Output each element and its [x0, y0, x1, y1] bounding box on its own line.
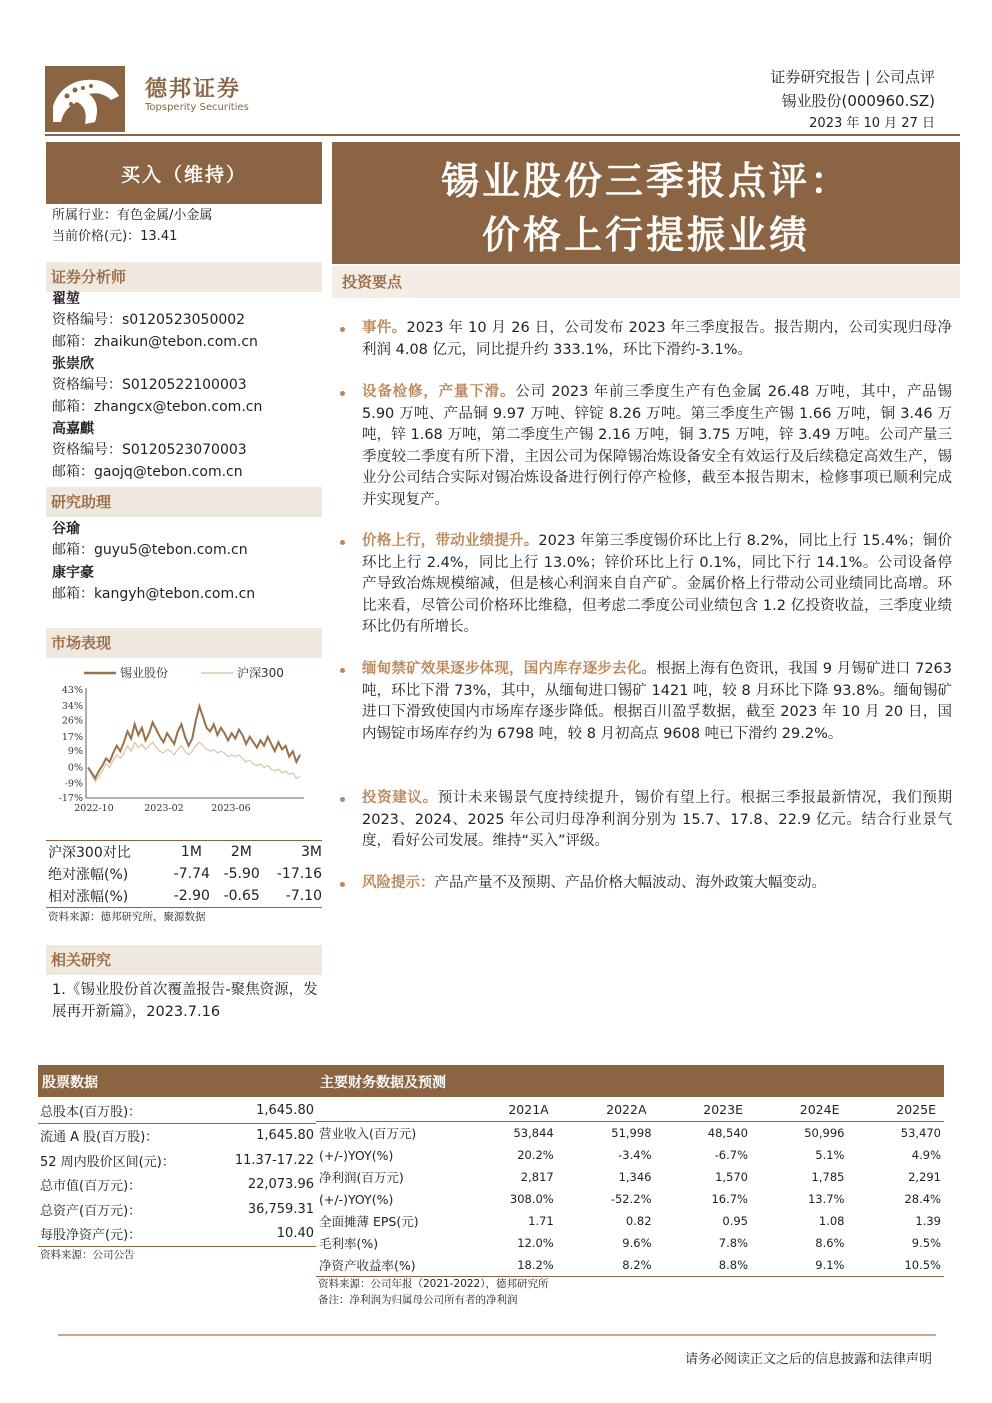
analyst-cert: 资格编号：S0120522100003: [52, 377, 247, 393]
bullet-icon: [340, 882, 345, 887]
x-tick-label: 2023-06: [211, 803, 251, 814]
stock-value: 1,645.80: [256, 1128, 314, 1144]
table-row: [38, 1173, 316, 1198]
analyst-name: 高嘉麒: [52, 421, 94, 437]
logo-name-cn: 德邦证券: [145, 77, 242, 102]
fin-label: 净利润(百万元): [319, 1170, 404, 1185]
fin-cell: 53,844: [513, 1126, 554, 1140]
fin-cell: 308.0%: [509, 1192, 554, 1206]
bullet-icon: [340, 327, 345, 332]
perf-cell: -17.16: [276, 866, 322, 882]
stock-value: 36,759.31: [247, 1201, 314, 1217]
key-point-text: 公司 2023 年前三季度生产有色金属 26.48 万吨，其中，产品锡 5.90 万吨、产品铜 9.97 万吨、锌锭 8.26 万吨。第三季度生产锡 1.66 万吨，铜 3.46 万吨，锌 1.68 万吨，第二季度生产锡 2.16 万吨，铜 3.75 万吨，锌 3.49 万吨。公司产量三季度较二季度有所下滑，主因公司为保障锡冶炼设备安全有效运行及后续稳定高效生产，锡业分公司结合实际对锡冶炼设备进行例行停产检修，截至本报告期末，检修事项已顺利完成并实现复产。: [362, 384, 952, 508]
fin-col-header: 2024E: [799, 1101, 840, 1117]
key-point-title: 价格上行，带动业绩提升。: [362, 533, 539, 549]
table-row: [316, 1232, 944, 1254]
fin-label: (+/-)YOY(%): [319, 1147, 394, 1163]
perf-cell: 绝对涨幅(%): [48, 867, 129, 883]
perf-table-bottom-line: [46, 907, 322, 908]
y-tick-label: 0%: [67, 762, 83, 774]
key-point-text: 2023 年第三季度锡价环比上行 8.2%，同比上行 15.4%；铜价环比上行 2.4%，同比上行 13.0%；锌价环比上行 0.1%，同比下行 14.1%。公司设备停产导致冶炼规模缩减，但是核心利润来自自产矿。金属价格上行带动公司业绩同比高增。环比来看，尽管公司价格环比维稳，但考虑二季度公司业绩包含 1.2 亿投资收益，三季度业绩环比仍有所增长。: [362, 533, 952, 636]
perf-cell: -7.74: [173, 866, 210, 882]
fin-cell: 13.7%: [807, 1192, 845, 1206]
fin-cell: 1,346: [618, 1170, 652, 1184]
market-header: 市场表现: [46, 628, 322, 658]
y-tick-label: -9%: [64, 778, 83, 790]
fin-cell: 28.4%: [904, 1192, 941, 1206]
logo-name-en: Topsperity Securities: [145, 102, 249, 113]
stock-data-header: 股票数据: [42, 1075, 98, 1091]
fin-label: 营业收入(百万元): [319, 1126, 417, 1141]
fin-cell: 2,817: [520, 1170, 554, 1184]
bullet-icon: [340, 797, 345, 802]
stock-value: 10.40: [276, 1226, 314, 1242]
key-point-title: 投资建议。: [362, 790, 438, 806]
legend-label: 沪深300: [237, 666, 284, 680]
analyst-email[interactable]: 邮箱：gaojq@tebon.com.cn: [52, 463, 243, 480]
market-chart: [46, 660, 322, 820]
fin-cell: 16.7%: [711, 1192, 748, 1206]
fin-label: 全面摊薄 EPS(元): [319, 1214, 419, 1229]
perf-source: 资料来源：德邦研究所，聚源数据: [48, 911, 206, 923]
fin-header-row: [316, 1097, 944, 1122]
assistants-header: 研究助理: [46, 487, 322, 517]
y-tick-label: 17%: [61, 731, 83, 743]
assistant-name: 康宇豪: [52, 564, 94, 581]
stock-value: 1,645.80: [256, 1102, 314, 1118]
bullet-icon: [340, 391, 345, 396]
industry: 所属行业：有色金属/小金属: [52, 208, 213, 223]
fin-label: 毛利率(%): [319, 1236, 379, 1251]
leopard-logo-icon: [45, 66, 125, 132]
related-header: 相关研究: [46, 945, 322, 975]
rating-label: 买入（维持）: [120, 164, 247, 186]
stock-label: 流通 A 股(百万股)：: [40, 1130, 159, 1146]
analyst-name: 翟堃: [52, 291, 80, 307]
fin-col-header: 2023E: [703, 1101, 743, 1117]
fin-cell: 8.6%: [815, 1236, 845, 1250]
fin-cell: 0.95: [722, 1214, 748, 1228]
table-row: [38, 1148, 316, 1173]
fin-cell: 8.8%: [718, 1258, 748, 1272]
fin-cell: 12.0%: [517, 1236, 554, 1250]
fin-label: (+/-)YOY(%): [319, 1191, 394, 1207]
fin-cell: 1.39: [915, 1214, 941, 1228]
perf-cell: -0.65: [223, 888, 260, 904]
legend-label: 锡业股份: [120, 666, 169, 680]
report-date: 2023 年 10 月 27 日: [809, 116, 935, 131]
fin-cell: 20.2%: [517, 1148, 554, 1162]
x-tick-label: 2022-10: [74, 803, 114, 814]
stock-label: 每股净资产(元)：: [40, 1228, 142, 1244]
fin-data-header: 主要财务数据及预测: [320, 1075, 446, 1091]
stock-label: 总股本(百万股)：: [40, 1104, 142, 1120]
series-line-stock: [88, 706, 300, 778]
y-tick-label: 9%: [67, 746, 83, 758]
fin-col-header: 2021A: [508, 1101, 549, 1117]
stock-label: 总资产(百万元)：: [40, 1203, 142, 1219]
fin-col-header: [316, 1097, 458, 1122]
fin-label: 净资产收益率(%): [319, 1258, 416, 1273]
fin-cell: 9.5%: [911, 1236, 941, 1250]
fin-cell: 8.2%: [622, 1258, 652, 1272]
key-point: [362, 788, 952, 853]
fin-data-note: 备注：净利润为归属母公司所有者的净利润: [318, 1294, 518, 1306]
analyst-cert: 资格编号：S0120523070003: [52, 442, 247, 458]
key-point-text: 根据上海有色资讯，我国 9 月锡矿进口 7263 吨，环比下滑 73%，其中，从缅甸进口锡矿 1421 吨，较 8 月环比下降 93.8%。缅甸锡矿进口下滑致使国内市场库存逐步降低。根据百川盈孚数据，截至 2023 年 10 月 20 日，国内锡锭市场库存约为 6798 吨，较 8 月初高点 9608 吨已下滑约 29.2%。: [362, 661, 952, 742]
fin-cell: 9.6%: [622, 1236, 652, 1250]
table-row: [316, 1188, 944, 1210]
analyst-email[interactable]: 邮箱：zhaikun@tebon.com.cn: [52, 333, 258, 350]
key-point-title: 风险提示：: [362, 875, 435, 891]
stock-label: 52 周内股价区间(元)：: [40, 1154, 175, 1170]
table-row: [38, 1123, 316, 1148]
table-row: [316, 1122, 944, 1145]
series-line-index: [88, 742, 300, 782]
fin-cell: 1.71: [528, 1214, 554, 1228]
perf-header-cell: 3M: [301, 844, 322, 860]
analysts-header: 证券分析师: [46, 262, 322, 292]
fin-cell: 4.9%: [911, 1148, 941, 1162]
table-row: [48, 885, 322, 907]
key-points-header: 投资要点: [332, 266, 960, 298]
report-title-line2: 价格上行提振业绩: [481, 212, 810, 257]
perf-cell: 相对涨幅(%): [48, 889, 129, 905]
perf-header-row: [48, 841, 322, 863]
analyst-email[interactable]: 邮箱：zhangcx@tebon.com.cn: [52, 398, 263, 415]
key-point: [362, 873, 952, 895]
fin-data-table: [316, 1097, 944, 1277]
header-divider: [45, 134, 960, 136]
perf-cell: -2.90: [173, 888, 210, 904]
bullet-icon: [340, 540, 345, 545]
key-point-title: 事件。: [362, 320, 407, 336]
table-row: [316, 1254, 944, 1277]
table-row: [316, 1144, 944, 1166]
stock-label: 总市值(百万元)：: [40, 1179, 142, 1195]
table-row: [38, 1197, 316, 1222]
perf-header-cell: 1M: [180, 844, 202, 860]
key-point-text: 产品产量不及预期、产品价格大幅波动、海外政策大幅变动。: [434, 875, 826, 891]
key-point-text: 预计未来锡景气度持续提升，锡价有望上行。根据三季报最新情况，我们预期 2023、2024、2025 年公司归母净利润分别为 15.7、17.8、22.9 亿元。结合行业景气度，看好公司发展。维持“买入”评级。: [362, 790, 953, 850]
y-tick-label: 34%: [61, 701, 83, 713]
perf-cell: -5.90: [223, 866, 260, 882]
fin-cell: -3.4%: [618, 1148, 652, 1162]
y-tick-label: 43%: [61, 685, 83, 696]
y-tick-label: -17%: [58, 793, 83, 804]
fin-col-header: 2025E: [896, 1101, 936, 1117]
footer-disclaimer: 请务必阅读正文之后的信息披露和法律声明: [684, 1352, 932, 1367]
key-point: [362, 318, 952, 361]
perf-header-cell: 沪深300对比: [48, 845, 131, 861]
fin-cell: 2,291: [908, 1170, 941, 1184]
table-row: [38, 1222, 316, 1247]
assistants-list: [52, 518, 322, 605]
table-row: [316, 1166, 944, 1188]
table-row: [38, 1098, 316, 1123]
fin-cell: 53,470: [900, 1126, 941, 1140]
fin-cell: 5.1%: [815, 1148, 845, 1162]
analysts-list: [52, 288, 322, 483]
table-row: [316, 1210, 944, 1232]
x-tick-label: 2023-02: [144, 803, 184, 814]
fin-cell: 0.82: [625, 1214, 652, 1228]
stock-data-table: [38, 1098, 316, 1247]
current-price: 当前价格(元)：13.41: [52, 229, 178, 244]
key-point-text: 2023 年 10 月 26 日，公司发布 2023 年三季度报告。报告期内，公司实现归母净利润 4.08 亿元，同比提升约 333.1%，环比下滑约-3.1%。: [362, 320, 953, 358]
assistant-email[interactable]: 邮箱：kangyh@tebon.com.cn: [52, 585, 256, 602]
fin-col-header: 2022A: [606, 1101, 647, 1117]
key-point: [362, 382, 952, 512]
stock-value: 11.37-17.22: [234, 1152, 314, 1168]
key-point: [362, 531, 952, 639]
market-chart-svg: [46, 660, 322, 820]
fin-cell: 7.8%: [718, 1236, 748, 1250]
fin-cell: 18.2%: [517, 1258, 554, 1272]
assistant-email[interactable]: 邮箱：guyu5@tebon.com.cn: [52, 542, 248, 558]
bullet-icon: [340, 668, 345, 673]
related-item[interactable]: 1.《锡业股份首次覆盖报告-聚焦资源，发展再开新篇》，2023.7.16: [52, 982, 318, 1020]
perf-cell: -7.10: [285, 888, 322, 904]
company-logo: [45, 66, 125, 132]
analyst-name: 张崇欣: [52, 356, 94, 372]
assistant-name: 谷瑜: [52, 521, 80, 537]
key-point-title: 设备检修，产量下滑。: [362, 384, 516, 400]
fin-cell: 1.08: [818, 1214, 845, 1228]
fin-cell: 1,785: [811, 1170, 845, 1184]
y-tick-label: 26%: [61, 715, 83, 727]
report-title-line1: 锡业股份三季报点评：: [440, 158, 851, 203]
fin-cell: 10.5%: [904, 1258, 941, 1272]
perf-table: [48, 841, 322, 907]
fin-cell: 1,570: [715, 1170, 748, 1184]
report-type: 证券研究报告 | 公司点评: [770, 68, 935, 86]
fin-cell: 9.1%: [815, 1258, 845, 1272]
fin-cell: -6.7%: [714, 1148, 748, 1162]
fin-cell: 51,998: [611, 1126, 652, 1140]
table-row: [48, 863, 322, 885]
stock-value: 22,073.96: [247, 1177, 314, 1193]
key-point: [362, 659, 952, 745]
fin-cell: -52.2%: [610, 1192, 652, 1206]
fin-data-source: 资料来源：公司年报（2021-2022），德邦研究所: [318, 1278, 549, 1290]
key-point-title: 缅甸禁矿效果逐步体现，国内库存逐步去化。: [362, 661, 657, 677]
footer-divider: [58, 1334, 936, 1336]
analyst-cert: 资格编号：s0120523050002: [52, 312, 246, 328]
fin-cell: 48,540: [707, 1126, 748, 1140]
stock-data-source: 资料来源：公司公告: [40, 1249, 135, 1261]
fin-cell: 50,996: [804, 1126, 845, 1140]
perf-header-cell: 2M: [230, 844, 252, 860]
stock-code: 锡业股份(000960.SZ): [781, 92, 935, 110]
